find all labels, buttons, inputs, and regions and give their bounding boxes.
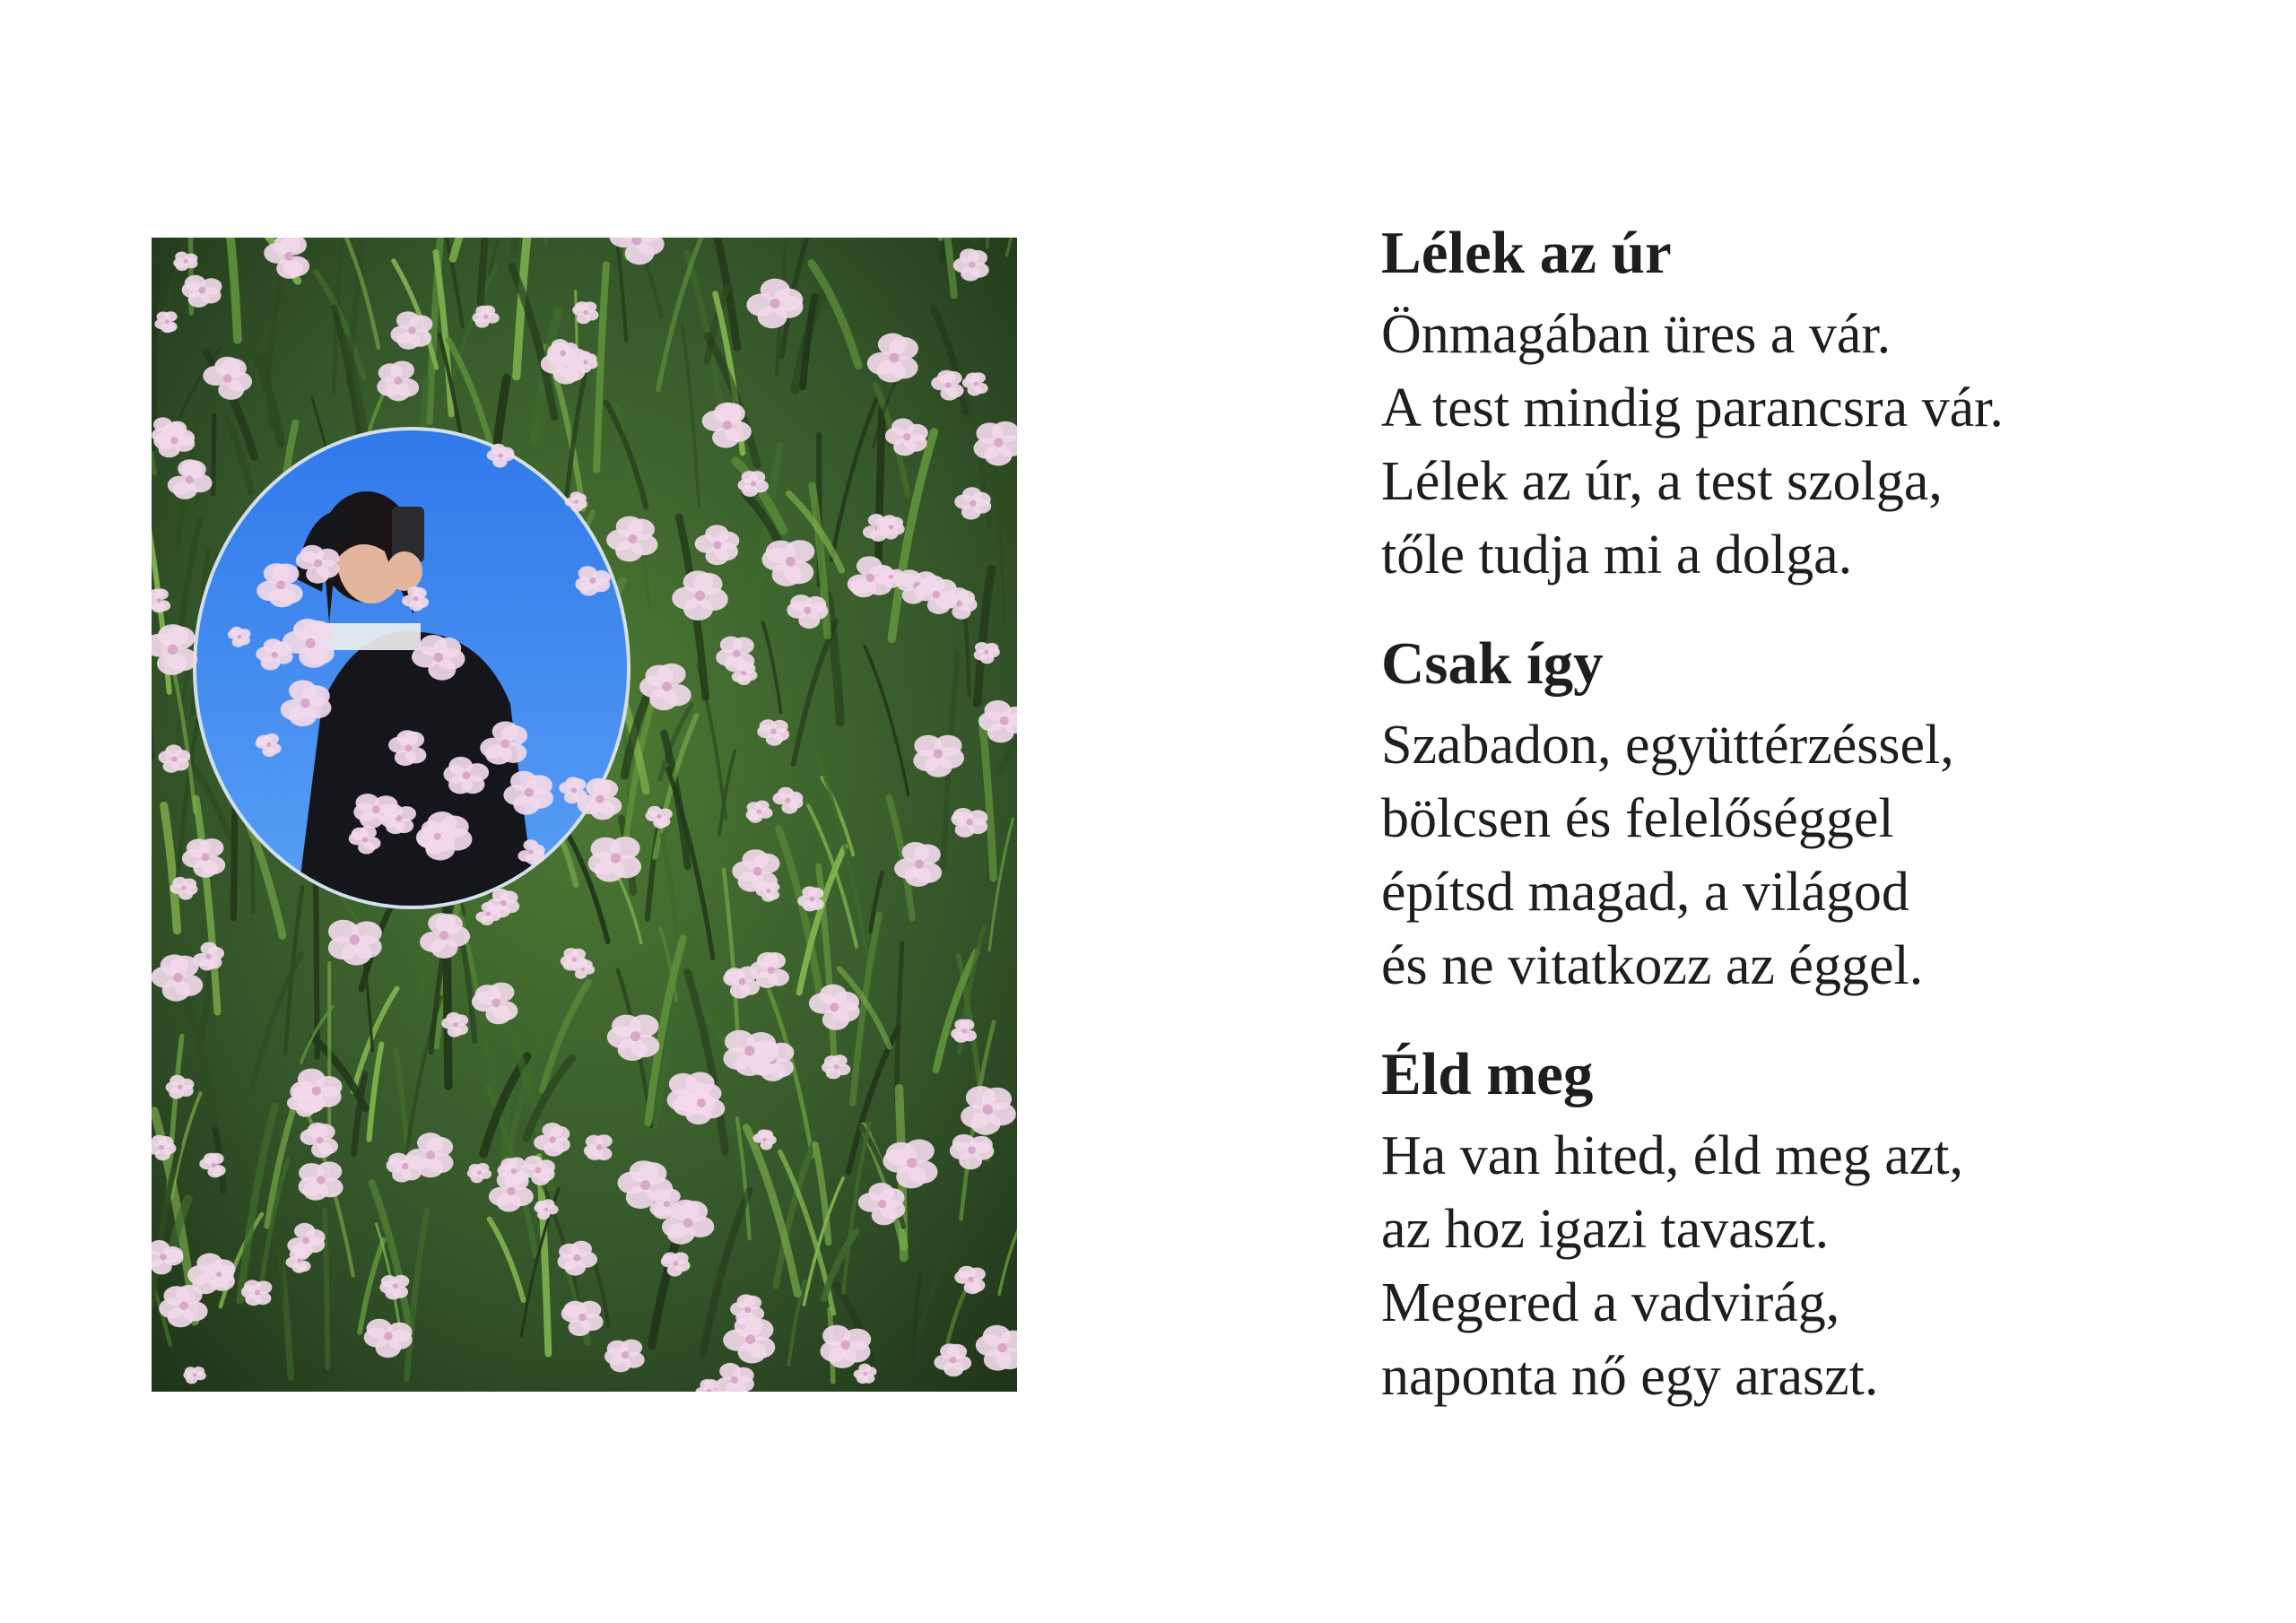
meadow-mirror-illustration (152, 238, 1017, 1392)
meadow-photo (152, 238, 1017, 1392)
poem-eld-meg (1381, 1033, 2224, 1413)
poem-title: Csak így (1381, 630, 1604, 697)
poem-line: Megered a vadvirág, (1381, 1272, 1840, 1333)
grass-blade (878, 407, 882, 575)
poem-line: bölcsen és felelőséggel (1381, 788, 1894, 849)
grass-blade (446, 875, 448, 1086)
grass-blade (279, 1238, 280, 1301)
poem-line: tőle tudja mi a dolga. (1381, 525, 1853, 586)
poem-csak-igy (1381, 622, 2224, 1002)
flower (241, 1280, 273, 1306)
flower (951, 808, 987, 838)
poem-lelek-az-ur (1381, 212, 2224, 592)
flower (561, 948, 587, 970)
poem-line: Szabadon, együttérzéssel, (1381, 715, 1954, 776)
poem-line: Önmagában üres a vár. (1381, 304, 1892, 365)
poem-line: építsd magad, a világod (1381, 862, 1909, 923)
flower (588, 837, 641, 882)
poem-line: Lélek az úr, a test szolga, (1381, 451, 1943, 512)
poem-line: naponta nő egy araszt. (1381, 1346, 1879, 1407)
flower (299, 1161, 344, 1200)
poem-title: Éld meg (1381, 1041, 1594, 1107)
grass-blade (213, 415, 214, 494)
poem-line: Ha van hited, éld meg azt, (1381, 1125, 1964, 1186)
grass-blade (233, 812, 234, 918)
poems-column (1381, 212, 2224, 1413)
poem-title: Lélek az úr (1381, 220, 1672, 286)
poem-line: az hoz igazi tavaszt. (1381, 1199, 1830, 1260)
poem-line: A test mindig parancsra vár. (1381, 378, 2004, 438)
poem-line: és ne vitatkozz az éggel. (1381, 935, 1924, 996)
grass-blade (325, 1210, 328, 1367)
